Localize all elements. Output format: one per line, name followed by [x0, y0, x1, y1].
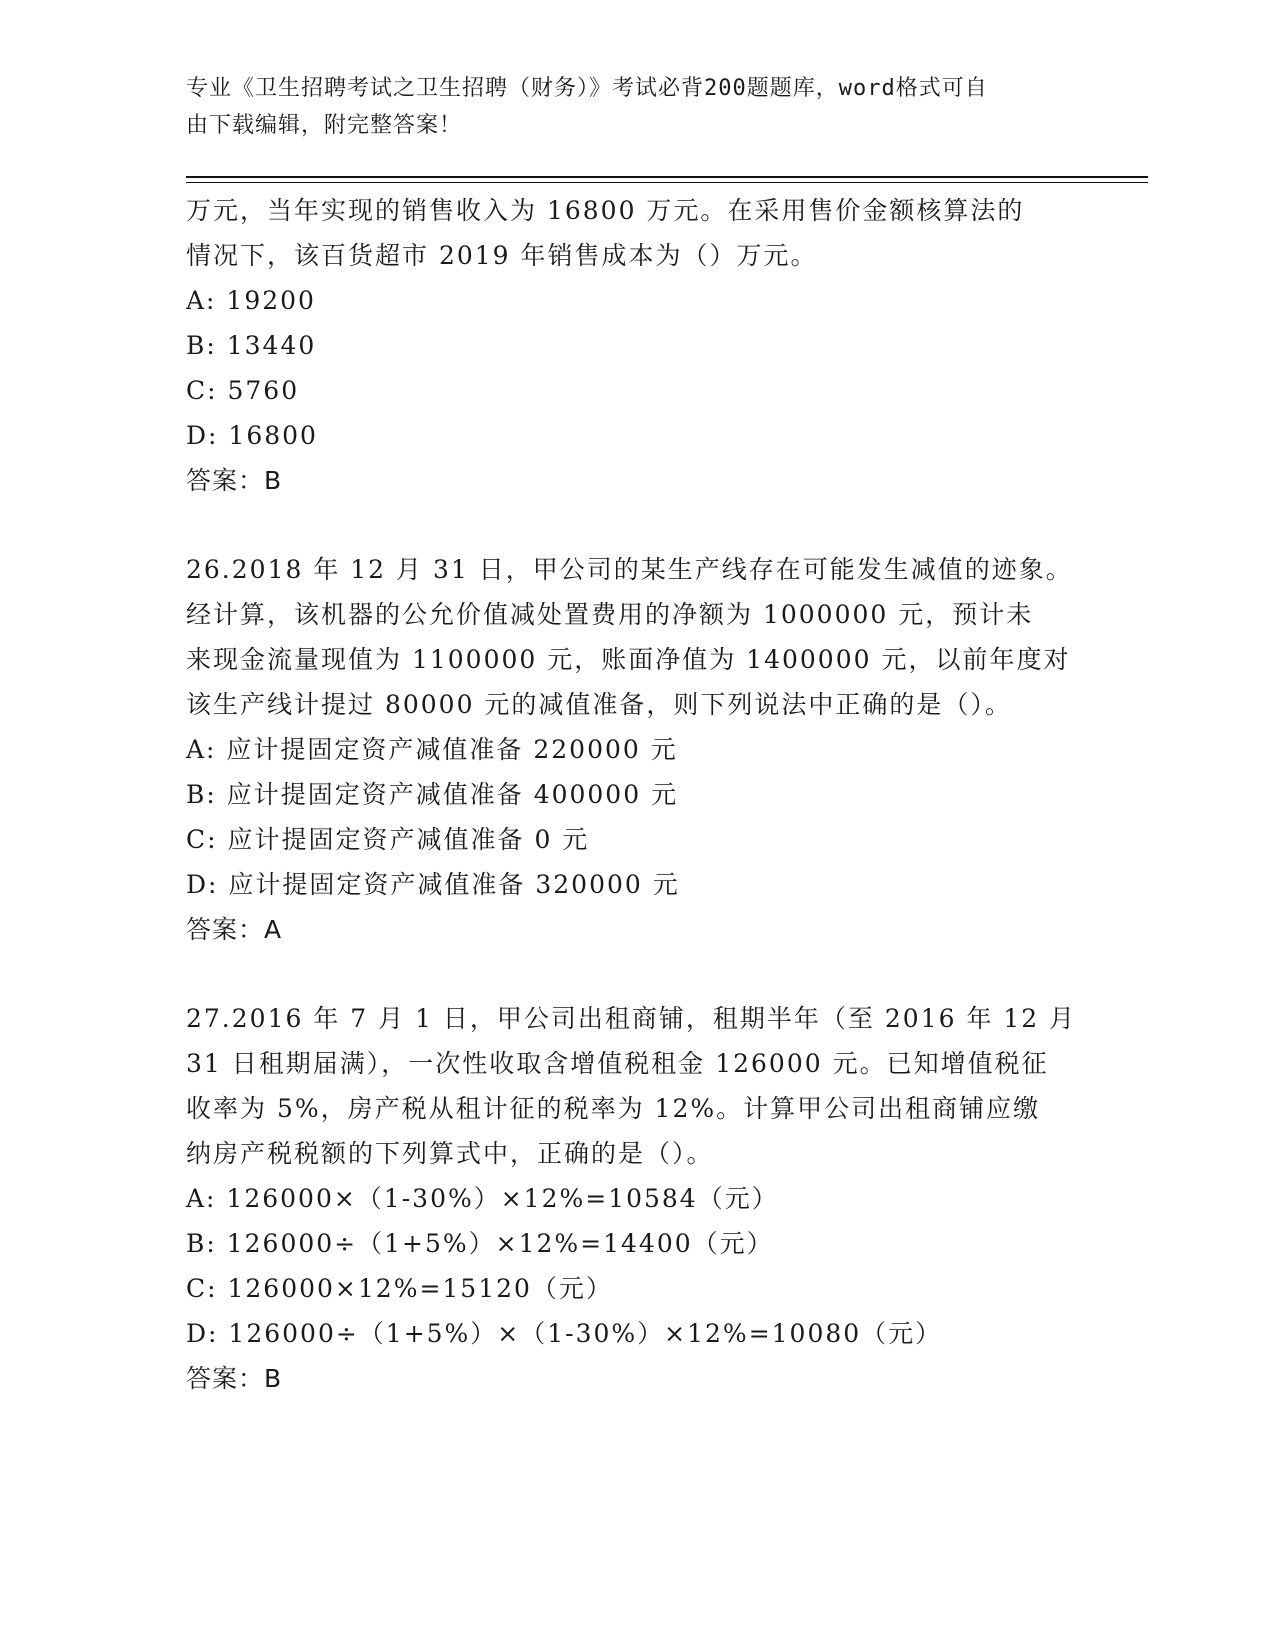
- spacer: [186, 952, 1086, 996]
- question-stem-line: 31 日租期届满），一次性收取含增值税租金 126000 元。已知增值税征: [186, 1049, 1049, 1078]
- option-d: D: 16800: [186, 421, 318, 450]
- answer-line: 答案：A: [186, 915, 283, 944]
- question-stem-line: 来现金流量现值为 1100000 元，账面净值为 1400000 元，以前年度对: [186, 645, 1071, 674]
- question-stem-line: 经计算，该机器的公允价值减处置费用的净额为 1000000 元，预计未: [186, 600, 1034, 629]
- option-d: D: 126000÷（1+5%）×（1-30%）×12%=10080（元）: [186, 1319, 943, 1348]
- document-body: [186, 188, 1086, 1401]
- option-a: A: 126000×（1-30%）×12%=10584（元）: [186, 1184, 779, 1213]
- option-b: B: 126000÷（1+5%）×12%=14400（元）: [186, 1229, 774, 1258]
- option-c: C: 应计提固定资产减值准备 0 元: [186, 825, 590, 854]
- option-b: B: 13440: [186, 331, 317, 360]
- question-stem-line: 该生产线计提过 80000 元的减值准备，则下列说法中正确的是（）。: [186, 690, 1012, 719]
- question-stem-line: 万元，当年实现的销售收入为 16800 万元。在采用售价金额核算法的: [186, 196, 1025, 225]
- option-c: C: 5760: [186, 376, 300, 405]
- question-27: [186, 996, 1086, 1401]
- answer-line: 答案：B: [186, 1364, 283, 1393]
- question-stem-line: 收率为 5%，房产税从租计征的税率为 12%。计算甲公司出租商铺应缴: [186, 1094, 1041, 1123]
- header-line-1: 专业《卫生招聘考试之卫生招聘（财务）》考试必背200题题库，word格式可自: [186, 76, 988, 101]
- question-stem-line: 情况下，该百货超市 2019 年销售成本为（）万元。: [186, 241, 818, 270]
- question-26: [186, 547, 1086, 952]
- option-a: A: 应计提固定资产减值准备 220000 元: [186, 735, 678, 764]
- header-divider-thick: [186, 176, 1148, 178]
- question-stem-line: 27.2016 年 7 月 1 日，甲公司出租商铺，租期半年（至 2016 年 12 月: [186, 1004, 1077, 1033]
- answer-line: 答案：B: [186, 466, 283, 495]
- option-a: A: 19200: [186, 286, 316, 315]
- spacer: [186, 503, 1086, 547]
- option-b: B: 应计提固定资产减值准备 400000 元: [186, 780, 679, 809]
- header-divider-thin: [186, 182, 1148, 183]
- question-25: [186, 188, 1086, 503]
- question-stem-line: 26.2018 年 12 月 31 日，甲公司的某生产线存在可能发生减值的迹象。: [186, 555, 1073, 584]
- question-stem-line: 纳房产税税额的下列算式中，正确的是（）。: [186, 1139, 714, 1168]
- option-c: C: 126000×12%=15120（元）: [186, 1274, 613, 1303]
- option-d: D: 应计提固定资产减值准备 320000 元: [186, 870, 680, 899]
- document-header: [186, 70, 1066, 144]
- header-line-2: 由下载编辑，附完整答案！: [186, 113, 463, 138]
